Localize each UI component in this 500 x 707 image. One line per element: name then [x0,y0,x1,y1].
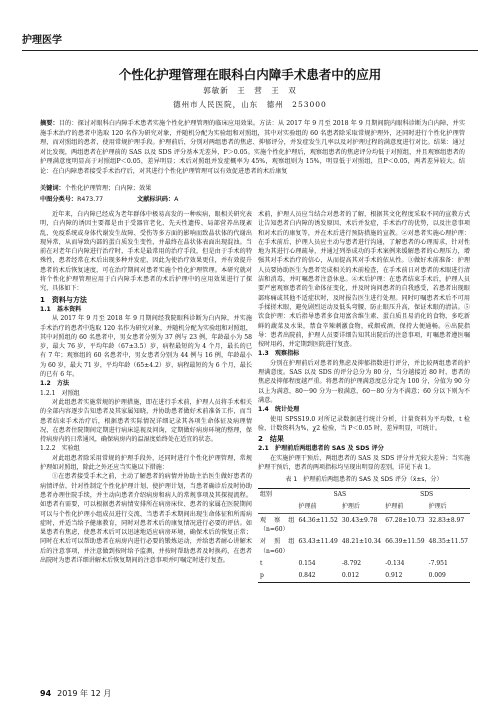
table-cell: 48.21±10.34 [341,538,382,546]
intro-paragraph: 近年来，白内障已经成为老年群体中极易高发的一种疾病，眼相关研究表明，白内障的诱因主要都是由于受器官老化、先天性遗传、局部营养出现紊乱、免疫系统或身体代谢发生故障、受伤等多方面的影响而致晶状体的代谢出现异常，从而导致内部的蛋白质发生变性，并最终在晶状体表面出现混浊。当前在对老年白内障进行治疗时，手术是最常用的治疗手段，但是由于手术的特殊性，患者经常在术后出现多种并发症，因此为使治疗效果更佳，并有效提升患者的术后恢复速度，可在治疗期间对患者实施个性化护理管理。本研究就对将个性化护理管理应用于白内障手术患者的术后护理中的应用效果进行了探究，具体如下： [40,211,252,293]
table-cell: 0.009 [427,570,470,583]
section-1-4-text: 使用 SPSS19.0 对所记录数据进行统计分析，计量资料为平均数，t 检验，计数资料为%，χ2 检验，当 P＜0.05 时，差异明显，可统计。 [258,415,470,432]
table-cell: 48.35±11.57 [428,538,468,546]
section-1-3-text: 分别在护理前后对患者的焦虑及抑郁指数进行评分，并比较两组患者的护理满意度。SAS 以及 SDS 的评分总分为 80 分，当分越接近 80 时，患者的焦虑及抑郁程度越严重。将患者的护理满意度总分定为 100 分，分值为 90 分以上为满意，80～90 分为一般满意，60～80 分为不满意；60 分以下则为不满意。 [258,359,470,404]
table-cell: 32.83±8.97 [427,514,470,536]
table-1-caption: 表 1 护理前后两组患者的 SAS 及 SDS 评分（x̄±s，分） [285,476,443,484]
section-2-1-text: 在实施护理干预后，两组患者的 SAS 及 SDS 评分并无较大差异；当实施护理干预后，患者的两项指标均呈现出明显的差别，详见下表 1。 [258,454,470,472]
abstract-text: 目的：探讨对眼科白内障手术患者实施个性化护理管理的临床应用效果。方法：从 2017 年 9 月至 2018 年 9 月期间院内眼科诊断为白内障，并实施手术治疗的患者中选取 120 名作为研究对象，并随机分配为实验组和对照组，其中对实验组的 60 名患者除采取常规护理外，还同时进行个性化护理管理，而对照组的患者，使用常规护理手段。护理前后，分别对两组患者的焦虑、抑郁评分，并发症发生几率以及对护理过程的满意度进行对比。结果：通过对比发现，两组患者在护理前的 SAS 以及 SDS 评分基本无差异，P＞0.05。实施个性化护理后，观察组患者的焦虑评分均低于对照组，并且观察组患者的护理满意度明显高于对照组P＜0.05，差异明显；术后对照组并发症概率为 45%，观察组则为 15%，明显低于对照组，且P＜0.05，两者差异较大。结论：在白内障患者接受手术治疗后，对其进行个性化护理管理可以有效促进患者的术后康复 [40,120,466,175]
article-affiliation: 德州市人民医院，山东 德州 253000 [173,100,327,109]
doc-code-label: 文献标识码： [137,196,175,203]
clc-label: 中图分类号： [40,196,78,203]
running-header-title: 护理医学 [22,35,62,46]
section-1-2-1-text: 对此组患者实施常规的护理措施，即在进行手术前，护理人员将手术相关的全部内容逐步告知患者及其家属知晓，并协助患者做好术前准备工作，而当患者结束手术治疗后，根据患者实际情况详细记录其各项生命体征及病理情况，在患者住院期间定期进行病床巡视及问询，定期做好病房环境的整理，保持病房内的日常通风，确保病房内的温湿度始终处在适宜的状态。 [40,398,252,444]
table-header-sas: SAS [296,488,383,501]
table-subheader: 护理前 [385,503,404,511]
table-cell: 67.28±10.73 [383,514,426,536]
continued-paragraph: 术前，护理人员应当结合对患者的了解，根据其文化程度采取不同的宣教方式让告知患者白内障的诱发原因、术后并发症，手术治疗的优势，以及注意事项和对术后的康复等，并在术后进行预防措施的宣教。②对患者实施心理护理：在手术前后，护理人员应主动与患者进行沟通，了解患者的心理需求，针对性地为其进行心理疏导，并通过列举成功的手术案例来缓解患者的心理压力，增强其对手术治疗的信心，从而提高其对手术的依从性。③做好术前准备：护理人员要协助医生为患者完成相关的术前检查，在手术前日对患者的术眼进行清洁和消毒，并叮嘱患者注意休息。④术后护理：在患者结束手术后，护理人员要严密观察患者的生命体征变化，并及时询问患者的自我感受，若患者出现眼部疼痛或其他不适症状时，及时报告医生进行处理。同时叮嘱患者术后不可用手揉搓术眼，避免剧烈运动及低头弯腰，防止眼压升高，保证术眼的清洁。⑤饮食护理：术后指导患者多食用富含维生素、蛋白质且易消化的食物，多吃新鲜的蔬菜及水果，禁食辛辣刺激食物，戒烟戒酒，保持大便通畅。⑥出院指导：患者出院前，护理人员要详细告知其出院后的注意事项，叮嘱患者遵医嘱按时用药，并定期到医院进行复查。 [258,211,470,349]
table-row-label: p [258,570,296,583]
table-row [258,570,470,583]
section-2-1-heading: 2.1 护理前后两组患者的 SAS 及 SDS 评分 [258,445,384,453]
section-1-2-2-text: 对此组患者除采用常规的护理手段外，还同时进行个性化护理管理，常规护理如对照组，除此之外还应当实施以下措施： [40,454,252,472]
table-cell: 0.154 [298,559,316,567]
left-column [40,210,252,565]
section-1-2-2-item-1: ①在患者接受手术之前，主动了解患者的病情并协助主治医生做好患者的病情评估，针对性制定个性化护理计划，使护理计划，当患者确诊后及时协助患者办理住院手续，并主动向患者介绍病房和病人的常规事项及其探视流程。如患者有需要，可以根据患者病情安排所在病房床位、患者的家属在医院期间可以与个性化护理小组成员进行交流、当患者手术期间出现生命体征和所需病症时，并适当给予健康教育，同时对患者术后的康复情况进行必要的评估。如果患者有焦虑，使患者术后可以迅速地适应病房环境，确保术后的恢复正常；同时在术后可以帮助患者在病房内进行必要的锻炼运动，并给患者耐心讲解术后的注意事项，并注意做到按时给予监测，并按时帮助患者及时换药，在患者出院时为患者详细讲解术后恢复期间的注意事项并叮嘱定时进行复查。 [40,473,252,564]
keywords-label: 关键词： [40,185,65,192]
section-2-heading: 2 结果 [258,435,284,444]
table-cell: 66.39±11.59 [385,538,425,546]
table-row [258,557,470,569]
running-header [0,0,500,52]
issue-date: 2019 年 12 月 [57,689,112,698]
classification-row [40,194,178,203]
section-1-3-heading: 1.3 观察指标 [258,350,300,358]
doc-code-value: A [174,196,179,203]
section-1-2-2-heading: 1.2.2 实验组 [40,445,80,453]
table-cell: 30.43±9.78 [340,514,383,536]
page-number: 94 [40,689,52,698]
table-cell: 64.36±11.52 [296,514,339,536]
page-footer [40,688,111,699]
clc-value: R473.77 [77,196,104,203]
table-cell: -8.792 [341,559,362,567]
article-authors: 郭敏新 王 营 王 双 [203,86,297,95]
table-cell: -0.134 [385,559,405,567]
table-header-sds: SDS [383,488,470,501]
table-row-label: 对照组（n=60） [260,538,295,555]
keywords-text: 个性化护理管理；白内障；效果 [64,185,152,192]
section-1-2-heading: 1.2 方法 [40,380,70,388]
table-cell: 0.012 [340,570,383,583]
table-row-label: t [260,559,263,567]
section-1-4-heading: 1.4 统计处理 [258,406,300,414]
table-subheader: 护理后 [341,503,360,511]
table-cell: 0.912 [383,570,426,583]
header-rule [22,50,478,51]
section-1-2-1-heading: 1.2.1 对照组 [40,389,80,397]
table-row-label: 观察组（n=60） [258,514,296,536]
table-1 [258,488,470,583]
table-header-group: 组别 [258,488,296,514]
table-row [258,536,470,558]
table-subheader: 护理前 [298,503,317,511]
abstract [40,119,465,176]
keywords-row [40,183,151,192]
article-title: 个性化护理管理在眼科白内障手术患者中的应用 [118,67,382,82]
section-1-heading: 1 资料与方法 [40,295,87,304]
abstract-label: 摘要： [40,120,59,127]
section-1-1-heading: 1.1 基本资料 [40,305,82,313]
table-row [258,514,470,536]
table-subheader: 护理后 [428,503,447,511]
section-1-1-text: 从 2017 年 9 月至 2018 年 9 月期间经我院眼科诊断为白内障，并实施手术治疗的患者中选取 120 名作为研究对象，并随机分配为实验组和对照组，其中对照组的 60 名患者中，男女患者分别为 37 例与 23 例，年龄最小为 58 岁，最大 76 岁，平均年龄（67±3.5）岁，病程最短的为 4 个月，最长的已有 7 年；观察组的 60 名患者中，男女患者分别为 44 例与 16 例，年龄最小为 60 岁，最大 71 岁，平均年龄（65±4.2）岁，病程最短的为 6 个月，最长的已有 6 年。 [40,315,252,379]
right-column [258,210,470,583]
table-cell: -7.951 [428,559,448,567]
table-cell: 63.43±11.49 [298,538,338,546]
table-cell: 0.842 [296,570,339,583]
